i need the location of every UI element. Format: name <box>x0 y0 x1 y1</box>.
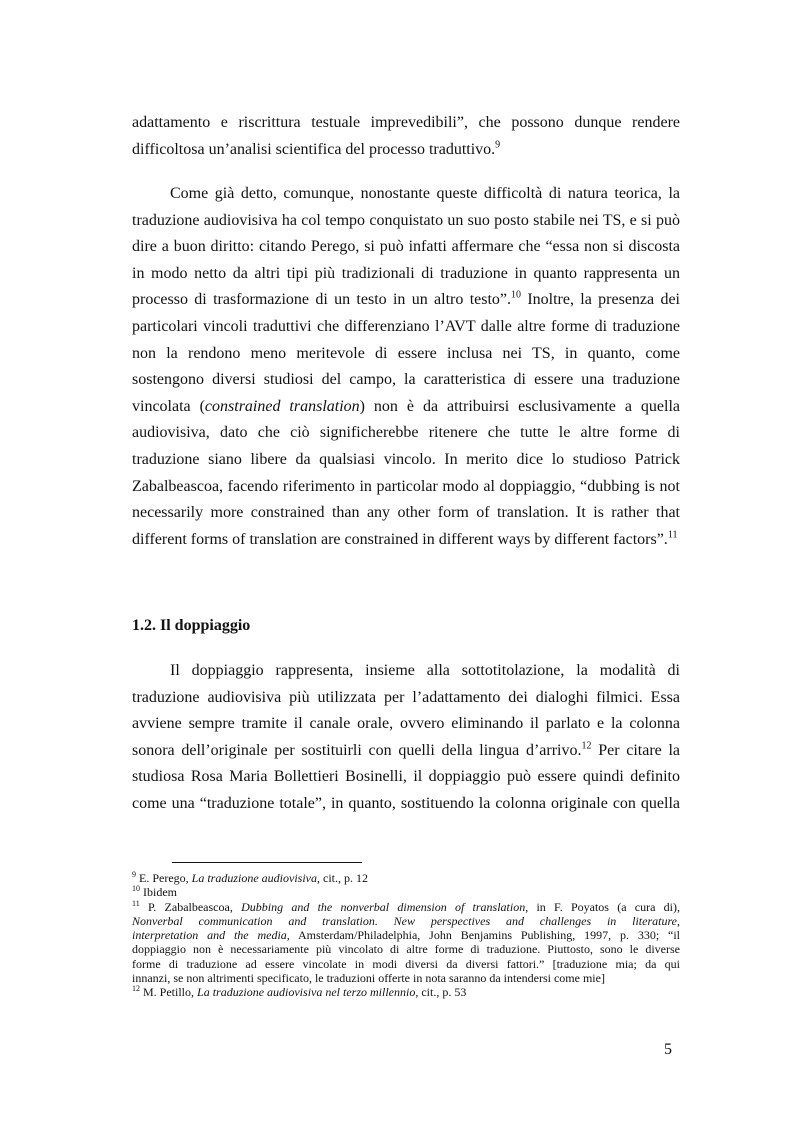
text-line <box>132 287 680 314</box>
text-segment: sonora dell’originale per sostituirli con quelli della lingua d’arrivo. <box>132 741 582 759</box>
footnote-9 <box>132 871 680 885</box>
footnote-11-line: innanzi, se non altrimenti specificato, le traduzioni offerte in nota saranno da intendersi come mie] <box>132 971 605 986</box>
text-segment: Per citare la <box>591 741 680 759</box>
text-line: in modo netto da altri tipi più tradizionali di traduzione in quanto rappresenta un <box>132 264 680 282</box>
footnote-11-line: doppiaggio non è necessariamente più vincolato di altre forme di traduzione. Piuttosto, sono le diverse <box>132 942 680 957</box>
footnote-11-line <box>132 900 680 914</box>
text-line <box>132 137 680 164</box>
text-segment: Amsterdam/Philadelphia, John Benjamins Publishing, 1997, p. 330; “il <box>289 928 680 943</box>
footnote-11-line <box>132 914 680 928</box>
text-line: Il doppiaggio rappresenta, insieme alla sottotitolazione, la modalità di <box>170 662 680 679</box>
text-segment: E. Perego, <box>136 871 192 885</box>
text-line: adattamento e riscrittura testuale imprevedibili”, che possono dunque rendere <box>132 114 680 131</box>
text-line: traduzione siano libere da qualsiasi vincolo. In merito dice lo studioso Patrick <box>132 450 680 468</box>
text-segment: , cit., p. 53 <box>415 985 467 1000</box>
footnote-12 <box>132 985 680 999</box>
text-segment: vincolata ( <box>132 397 205 415</box>
text-line: come una “traduzione totale”, in quanto, sostituendo la colonna originale con quella <box>132 794 680 812</box>
text-segment: M. Petillo, <box>140 985 198 1000</box>
paragraph-traduzione-audiovisiva <box>132 181 680 553</box>
text-segment: difficoltosa un’analisi scientifica del processo traduttivo. <box>132 140 496 158</box>
footnote-10 <box>132 885 680 899</box>
italic-title: Nonverbal communication and translation. New perspectives and challenges in literature, <box>132 913 680 928</box>
footnote-ref-11: 11 <box>667 529 678 541</box>
paragraph-doppiaggio <box>132 658 680 818</box>
footnote-number: 10 <box>132 885 140 894</box>
text-line: traduzione audiovisiva ha col tempo conquistato un suo posto stabile nei TS, e si può <box>132 211 680 229</box>
italic-title: Dubbing and the nonverbal dimension of translation <box>241 899 526 914</box>
footnotes <box>132 871 680 1000</box>
text-segment: ) non è da attribuirsi esclusivamente a quella <box>359 397 680 415</box>
text-segment: , cit., p. 12 <box>317 871 368 885</box>
footnote-number: 12 <box>132 985 140 994</box>
footnote-11-line <box>132 928 680 942</box>
text-line: studiosa Rosa Maria Bollettieri Bosinelli, il doppiaggio può essere quindi definito <box>132 768 680 786</box>
text-segment: Inoltre, la presenza dei <box>521 291 680 309</box>
text-line <box>132 738 680 765</box>
text-line: Come già detto, comunque, nonostante queste difficoltà di natura teorica, la <box>170 185 680 202</box>
text-line: avviene sempre tramite il canale orale, ovvero eliminando il parlato e la colonna <box>132 715 680 733</box>
text-line: traduzione audiovisiva più utilizzata per l’adattamento dei dialoghi filmici. Essa <box>132 688 680 706</box>
italic-title: La traduzione audiovisiva nel terzo millennio <box>197 985 416 1000</box>
text-line: necessarily more constrained than any other form of translation. It is rather that <box>132 504 680 522</box>
footnote-ref-10: 10 <box>511 290 522 302</box>
text-line: dire a buon diritto: citando Perego, si può infatti affermare che “essa non si discosta <box>132 238 680 256</box>
footnote-ref-12: 12 <box>581 740 592 752</box>
footnote-separator <box>172 862 362 863</box>
italic-title: La traduzione audiovisiva <box>191 871 317 885</box>
text-line: audiovisiva, dato che ciò significherebbe ritenere che tutte le altre forme di <box>132 424 680 442</box>
text-line: non la rendono meno meritevole di essere inclusa nei TS, in quanto, come <box>132 344 680 362</box>
footnote-ref-9: 9 <box>495 139 501 151</box>
footnote-number: 9 <box>132 871 136 879</box>
italic-title: interpretation and the media, <box>132 928 290 943</box>
text-segment: Ibidem <box>140 885 177 900</box>
text-segment: P. Zabalbeascoa, <box>139 899 242 914</box>
text-line: sostengono diversi studiosi del campo, la caratteristica di essere una traduzione <box>132 371 680 389</box>
text-line: particolari vincoli traduttivi che differenziano l’AVT dalle altre forme di traduzione <box>132 317 680 335</box>
paragraph-continuation <box>132 110 680 163</box>
text-line: Zabalbeascoa, facendo riferimento in particolar modo al doppiaggio, “dubbing is not <box>132 477 680 495</box>
section-heading: 1.2. Il doppiaggio <box>132 617 251 634</box>
page-number: 5 <box>664 1041 672 1058</box>
italic-term: constrained translation <box>204 397 360 415</box>
footnote-11-line: forme di traduzione ad essere vincolate in modi diversi da diversi fattori.” [traduzione mia; da qui <box>132 956 680 971</box>
text-line <box>132 394 680 421</box>
text-line <box>132 527 680 554</box>
text-segment: , in F. Poyatos (a cura di), <box>525 899 680 914</box>
text-segment: different forms of translation are constrained in different ways by different factors”. <box>132 530 668 548</box>
text-segment: processo di trasformazione di un testo in un altro testo”. <box>132 291 512 309</box>
footnote-number: 11 <box>132 899 140 908</box>
